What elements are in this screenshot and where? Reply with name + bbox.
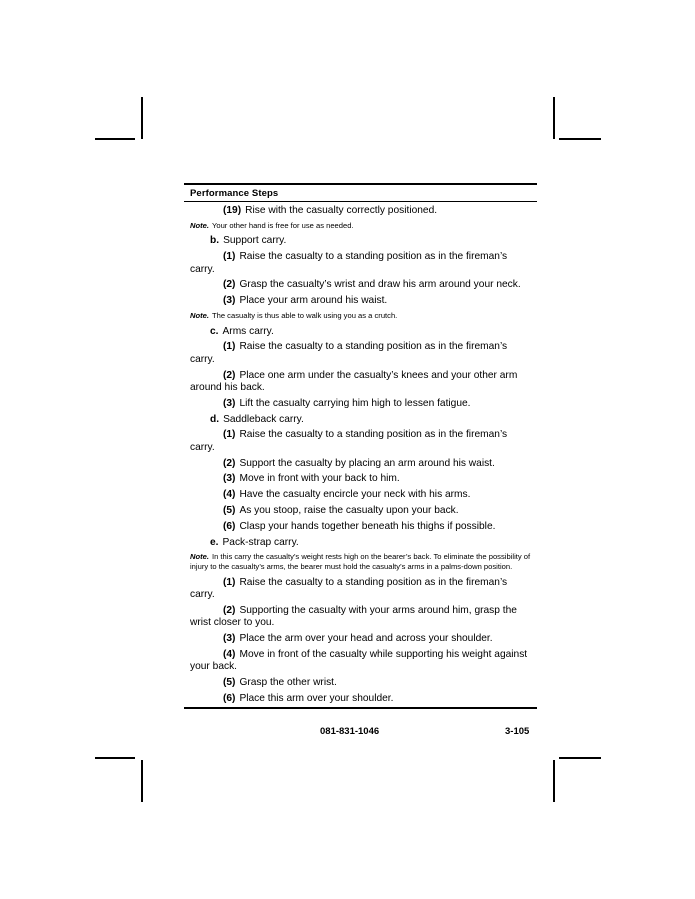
step-text: Grasp the casualty’s wrist and draw his arm around your neck. [239,279,521,291]
step-text: Place this arm over your shoulder. [239,692,394,704]
step-number: (3) [223,295,236,307]
subheading-letter: e. [210,536,219,548]
crop-mark-bottom-left-vertical [141,760,143,802]
subheading-letter: c. [210,325,219,337]
section-heading: Performance Steps [190,188,279,199]
step-number: (1) [223,251,236,263]
crop-mark-top-right-vertical [553,97,555,139]
step-item [190,251,534,276]
header-bottom-rule [184,201,537,202]
subheading-text: Support carry. [223,235,287,247]
step-text: Raise the casualty to a standing position as in the fireman’s carry. [190,251,508,275]
step-number: (2) [223,279,236,291]
step-text: Have the casualty encircle your neck with his arms. [239,489,471,501]
step-number: (1) [223,341,236,353]
crop-mark-bottom-left-horizontal [95,757,135,759]
step-number: (5) [223,504,236,516]
note-label: Note. [190,552,209,562]
step-number: (3) [223,397,236,409]
carry-subheading [190,235,534,247]
step-number: (2) [223,457,236,469]
step-number: (2) [223,369,236,381]
subheading-text: Saddleback carry. [223,413,304,425]
step-item [190,429,534,454]
step-number: (4) [223,648,236,660]
crop-mark-top-left-horizontal [95,138,135,140]
step-number: (3) [223,473,236,485]
note-label: Note. [190,220,209,230]
step-text: Rise with the casualty correctly positioned. [245,205,438,216]
crop-mark-bottom-right-vertical [553,760,555,802]
step-item [190,649,534,674]
crop-mark-top-left-vertical [141,97,143,139]
step-number: (1) [223,429,236,441]
step-text: Place your arm around his waist. [239,295,388,307]
subheading-letter: d. [210,413,220,425]
step-item [190,677,534,689]
step-item [190,295,534,307]
carry-subheading [190,326,534,338]
step-item [190,605,534,630]
footer-rule [184,707,537,709]
crop-mark-bottom-right-horizontal [559,757,601,759]
step-number: (19) [223,205,242,216]
step-item [190,521,534,533]
note-text: The casualty is thus able to walk using you as a crutch. [211,310,398,320]
carry-subheading [190,537,534,549]
crop-mark-top-right-horizontal [559,138,601,140]
page-number: 3-105 [505,726,530,737]
step-number: (5) [223,676,236,688]
step-item [190,693,534,705]
step-number: (6) [223,520,236,532]
step-item [190,505,534,517]
step-item [190,473,534,485]
step-item [190,341,534,366]
step-number: (4) [223,489,236,501]
step-item [190,458,534,470]
note [190,311,534,321]
step-text: Supporting the casualty with your arms around him, grasp the wrist closer to you. [190,604,517,629]
carry-subheading [190,414,534,426]
performance-steps-body [190,205,534,709]
step-item [190,489,534,501]
step-text: Raise the casualty to a standing position as in the fireman’s carry. [190,429,508,453]
step-number: (6) [223,692,236,704]
step-number: (2) [223,604,236,616]
note [190,221,534,231]
header-top-rule [184,183,537,185]
step-text: Clasp your hands together beneath his thighs if possible. [239,520,496,532]
step-text: Raise the casualty to a standing position as in the fireman’s carry. [190,576,508,600]
step-text: Grasp the other wrist. [239,676,337,688]
step-text: Raise the casualty to a standing position as in the fireman’s carry. [190,341,508,365]
step-text: Support the casualty by placing an arm around his waist. [239,457,495,469]
step-item [190,398,534,410]
document-code: 081-831-1046 [320,726,380,737]
step-number: (1) [223,576,236,588]
step-text: Place one arm under the casualty’s knees and your other arm around his back. [190,369,518,393]
note-text: Your other hand is free for use as needed. [211,220,354,230]
subheading-letter: b. [210,235,220,247]
step-text: Move in front of the casualty while supporting his weight against your back. [190,648,528,673]
subheading-text: Arms carry. [222,325,274,337]
note-label: Note. [190,310,209,320]
step-number: (3) [223,632,236,644]
step-item [190,279,534,291]
note [190,552,534,571]
step-item [190,633,534,645]
step-item [190,205,534,217]
step-text: Place the arm over your head and across your shoulder. [239,632,493,644]
step-item [190,577,534,602]
step-text: Lift the casualty carrying him high to lessen fatigue. [239,397,471,409]
step-text: Move in front with your back to him. [239,473,400,485]
step-text: As you stoop, raise the casualty upon your back. [239,504,459,516]
subheading-text: Pack-strap carry. [222,536,299,548]
note-text: In this carry the casualty’s weight rests high on the bearer’s back. To eliminate the possibility of injury to the casualty’s arms, the bearer must hold the casualty’s arms in a palms-down position. [190,552,531,571]
step-item [190,370,534,395]
